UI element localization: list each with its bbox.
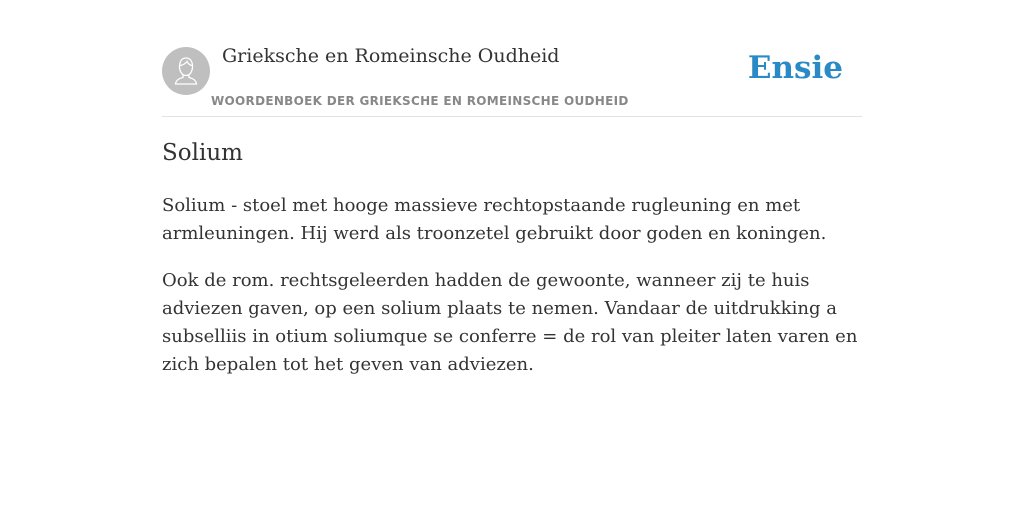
entry-paragraph: Solium - stoel met hooge massieve rechtopstaande rugleuning en met armleuningen. Hij werd als troonzetel gebruikt door goden en koningen. (162, 195, 827, 244)
header (162, 0, 862, 117)
entry-title: Solium (162, 140, 243, 166)
brand-logo-link[interactable]: Ensie (747, 50, 843, 86)
source-title-link[interactable]: Grieksche en Romeinsche Oudheid (222, 45, 560, 67)
source-subtitle: WOORDENBOEK DER GRIEKSCHE EN ROMEINSCHE OUDHEID (211, 94, 629, 108)
user-icon (162, 47, 210, 95)
avatar[interactable] (162, 47, 210, 95)
entry-paragraph: Ook de rom. rechtsgeleerden hadden de gewoonte, wanneer zij te huis adviezen gaven, op een solium plaats te nemen. Vandaar de uitdrukking a subselliis in otium soliumque se conferre = de rol van pleiter laten varen en zich bepalen tot het geven van adviezen. (162, 270, 858, 375)
entry-body (162, 192, 862, 398)
